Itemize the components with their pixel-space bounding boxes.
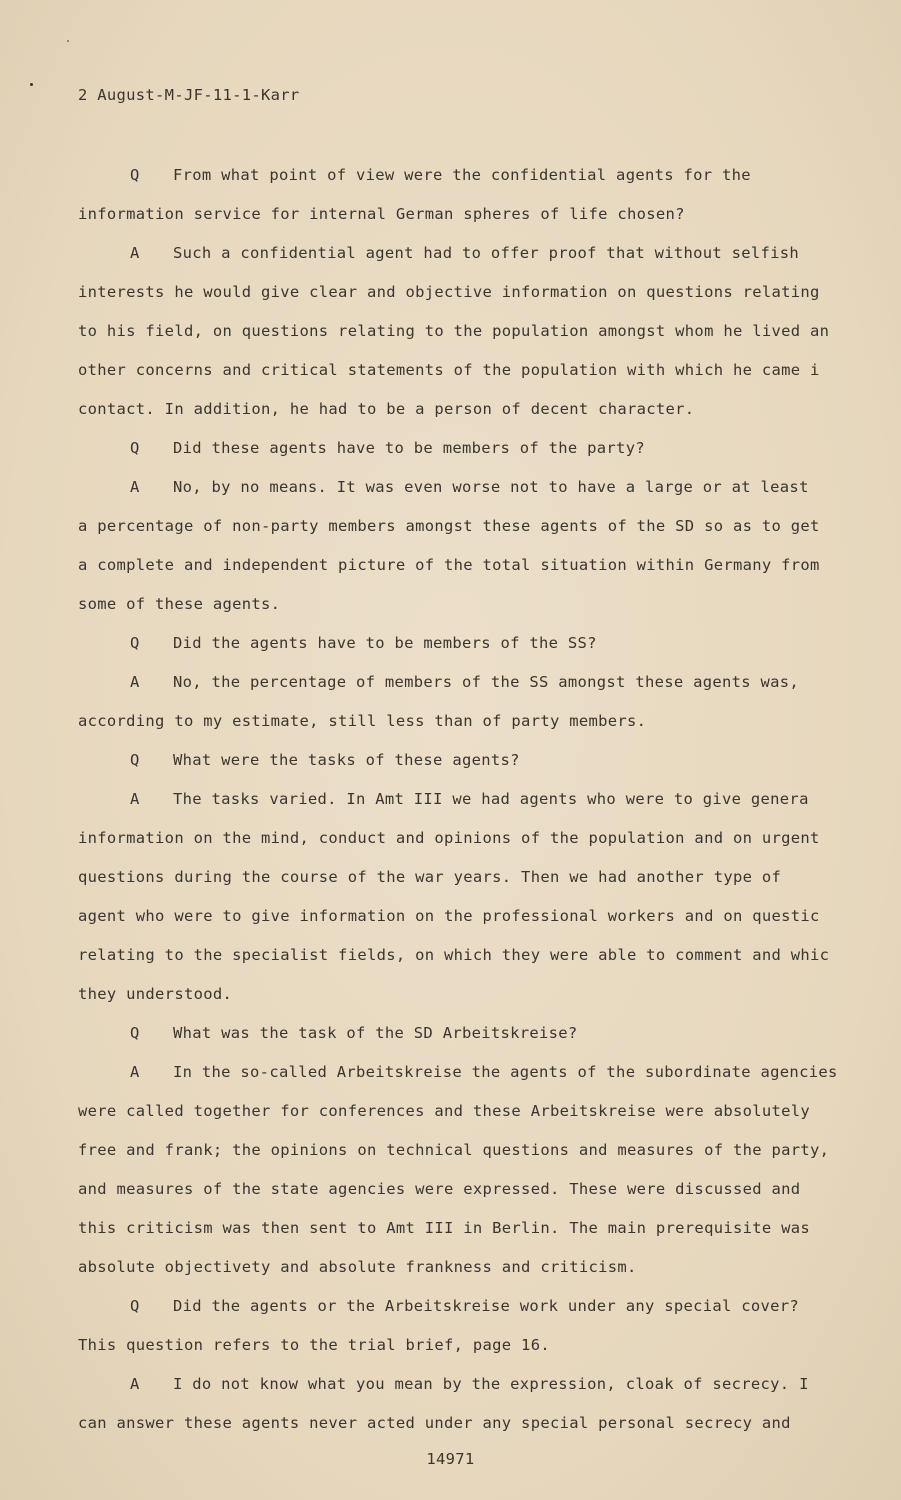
question-marker: Q xyxy=(130,166,140,184)
transcript-line xyxy=(78,942,838,981)
answer-marker: A xyxy=(130,244,140,262)
question-marker: Q xyxy=(130,751,140,769)
line-text: this criticism was then sent to Amt III in Berlin. The main prerequisite was xyxy=(78,1219,811,1237)
transcript-line xyxy=(78,1293,838,1332)
transcript-line xyxy=(78,747,838,786)
transcript-line xyxy=(78,552,838,591)
line-text: The tasks varied. In Amt III we had agents who were to give genera xyxy=(173,790,809,808)
transcript-line xyxy=(78,630,838,669)
transcript-line xyxy=(78,435,838,474)
transcript-line xyxy=(78,1254,838,1293)
line-text: Did the agents or the Arbeitskreise work under any special cover? xyxy=(173,1297,800,1315)
transcript-line xyxy=(78,669,838,708)
answer-marker: A xyxy=(130,478,140,496)
transcript-line xyxy=(78,903,838,942)
question-marker: Q xyxy=(130,439,140,457)
transcript-line xyxy=(78,474,838,513)
question-marker: Q xyxy=(130,1297,140,1315)
transcript-line xyxy=(78,162,838,201)
line-text: interests he would give clear and objective information on questions relating xyxy=(78,283,820,301)
transcript-line xyxy=(78,1020,838,1059)
transcript-line xyxy=(78,279,838,318)
transcript-line xyxy=(78,1371,838,1410)
line-text: Did these agents have to be members of the party? xyxy=(173,439,645,457)
line-text: were called together for conferences and these Arbeitskreise were absolutely xyxy=(78,1102,811,1120)
line-text: free and frank; the opinions on technical questions and measures of the party, xyxy=(78,1141,830,1159)
transcript-line xyxy=(78,1176,838,1215)
line-text: What were the tasks of these agents? xyxy=(173,751,520,769)
transcript-line xyxy=(78,1137,838,1176)
transcript-line xyxy=(78,708,838,747)
transcript-line xyxy=(78,864,838,903)
line-text: In the so-called Arbeitskreise the agents of the subordinate agencies xyxy=(173,1063,838,1081)
transcript-line xyxy=(78,981,838,1020)
transcript-line xyxy=(78,513,838,552)
transcript-line xyxy=(78,825,838,864)
paper-speck xyxy=(30,83,33,86)
transcript-line xyxy=(78,357,838,396)
line-text: absolute objectivety and absolute frankness and criticism. xyxy=(78,1258,637,1276)
line-text: according to my estimate, still less than of party members. xyxy=(78,712,647,730)
line-text: This question refers to the trial brief, page 16. xyxy=(78,1336,550,1354)
answer-marker: A xyxy=(130,1063,140,1081)
line-text: information service for internal German spheres of life chosen? xyxy=(78,205,685,223)
line-text: relating to the specialist fields, on which they were able to comment and whic xyxy=(78,946,830,964)
transcript-body xyxy=(78,162,838,1449)
line-text: a percentage of non-party members amongst these agents of the SD so as to get xyxy=(78,517,820,535)
transcript-line xyxy=(78,1098,838,1137)
line-text: Such a confidential agent had to offer proof that without selfish xyxy=(173,244,800,262)
document-header: 2 August-M-JF-11-1-Karr xyxy=(78,86,300,104)
line-text: and measures of the state agencies were expressed. These were discussed and xyxy=(78,1180,801,1198)
line-text: No, the percentage of members of the SS amongst these agents was, xyxy=(173,673,800,691)
transcript-line xyxy=(78,591,838,630)
line-text: No, by no means. It was even worse not to have a large or at least xyxy=(173,478,809,496)
line-text: some of these agents. xyxy=(78,595,281,613)
question-marker: Q xyxy=(130,634,140,652)
transcript-line xyxy=(78,318,838,357)
transcript-line xyxy=(78,1059,838,1098)
transcript-line xyxy=(78,240,838,279)
transcript-line xyxy=(78,786,838,825)
transcript-line xyxy=(78,396,838,435)
line-text: Did the agents have to be members of the SS? xyxy=(173,634,597,652)
answer-marker: A xyxy=(130,673,140,691)
line-text: What was the task of the SD Arbeitskreise? xyxy=(173,1024,578,1042)
transcript-line xyxy=(78,1332,838,1371)
transcript-line xyxy=(78,201,838,240)
transcript-line xyxy=(78,1410,838,1449)
line-text: questions during the course of the war years. Then we had another type of xyxy=(78,868,782,886)
line-text: other concerns and critical statements of the population with which he came i xyxy=(78,361,820,379)
transcript-line xyxy=(78,1215,838,1254)
answer-marker: A xyxy=(130,1375,140,1393)
line-text: a complete and independent picture of the total situation within Germany from xyxy=(78,556,820,574)
paper-speck xyxy=(67,40,69,42)
line-text: contact. In addition, he had to be a person of decent character. xyxy=(78,400,695,418)
line-text: From what point of view were the confidential agents for the xyxy=(173,166,751,184)
page-number: 14971 xyxy=(426,1450,475,1468)
answer-marker: A xyxy=(130,790,140,808)
line-text: can answer these agents never acted under any special personal secrecy and xyxy=(78,1414,791,1432)
line-text: information on the mind, conduct and opinions of the population and on urgent xyxy=(78,829,820,847)
line-text: to his field, on questions relating to the population amongst whom he lived an xyxy=(78,322,830,340)
line-text: agent who were to give information on the professional workers and on questic xyxy=(78,907,820,925)
question-marker: Q xyxy=(130,1024,140,1042)
line-text: they understood. xyxy=(78,985,233,1003)
line-text: I do not know what you mean by the expression, cloak of secrecy. I xyxy=(173,1375,809,1393)
